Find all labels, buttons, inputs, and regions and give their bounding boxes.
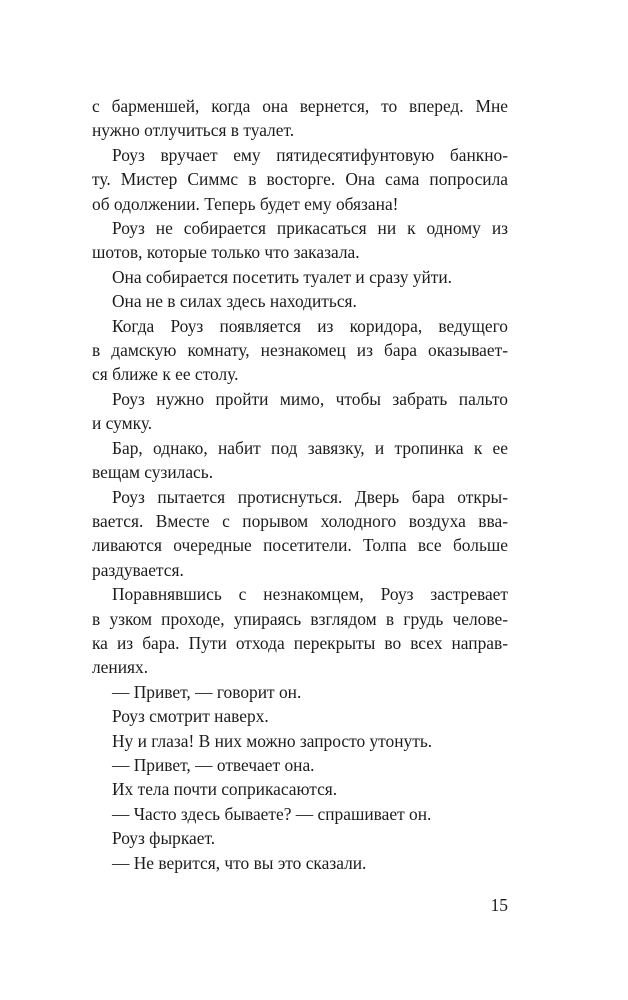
text-line: — Привет, — говорит он. [112, 681, 302, 702]
text-line: в узком проходе, упираясь взглядом в грудь челове- [92, 608, 508, 629]
text-line: вещам сузилась. [92, 462, 214, 483]
page-number: 15 [490, 895, 508, 915]
text-line: Бар, однако, набит под завязку, и тропинка к ее [112, 437, 508, 458]
text-line: и сумку. [92, 413, 153, 434]
text-line: об одолжении. Теперь будет ему обязана! [92, 193, 399, 214]
text-line: ливаются очередные посетители. Толпа все больше [92, 535, 508, 556]
text-line: Роуз нужно пройти мимо, чтобы забрать пальто [112, 388, 508, 409]
text-line: Роуз фыркает. [112, 828, 216, 849]
text-line: Их тела почти соприкасаются. [112, 779, 338, 800]
text-line: с барменшей, когда она вернется, то вперед. Мне [92, 96, 508, 116]
text-line: Поравнявшись с незнакомцем, Роуз застревает [112, 584, 508, 605]
text-line: Роуз вручает ему пятидесятифунтовую банкно- [112, 144, 508, 165]
text-line: ту. Мистер Симмс в восторге. Она сама попросила [92, 169, 508, 190]
text-line: Она не в силах здесь находиться. [112, 291, 357, 312]
text-line: Роуз не собирается прикасаться ни к одному из [112, 218, 508, 239]
text-line: Она собирается посетить туалет и сразу уйти. [112, 266, 453, 287]
text-line: — Не верится, что вы это сказали. [112, 852, 367, 873]
text-line: нужно отлучиться в туалет. [92, 120, 295, 141]
text-line: Когда Роуз появляется из коридора, ведущего [112, 315, 508, 336]
text-line: ка из бара. Пути отхода перекрыты во всех направ- [92, 632, 508, 653]
text-line: ся ближе к ее столу. [92, 364, 239, 385]
text-line: Роуз смотрит наверх. [112, 706, 269, 727]
body-text [92, 94, 508, 875]
text-line: в дамскую комнату, незнакомец из бара оказывает- [92, 340, 508, 361]
text-line: вается. Вместе с порывом холодного воздуха вва- [92, 510, 508, 531]
text-line: — Привет, — отвечает она. [112, 754, 315, 775]
text-line: лениях. [92, 657, 149, 678]
text-line: раздувается. [92, 559, 184, 580]
text-line: — Часто здесь бываете? — спрашивает он. [112, 803, 432, 824]
text-line: Роуз пытается протиснуться. Дверь бара откры- [112, 486, 508, 507]
text-line: Ну и глаза! В них можно запросто утонуть. [112, 730, 433, 751]
text-line: шотов, которые только что заказала. [92, 242, 360, 263]
